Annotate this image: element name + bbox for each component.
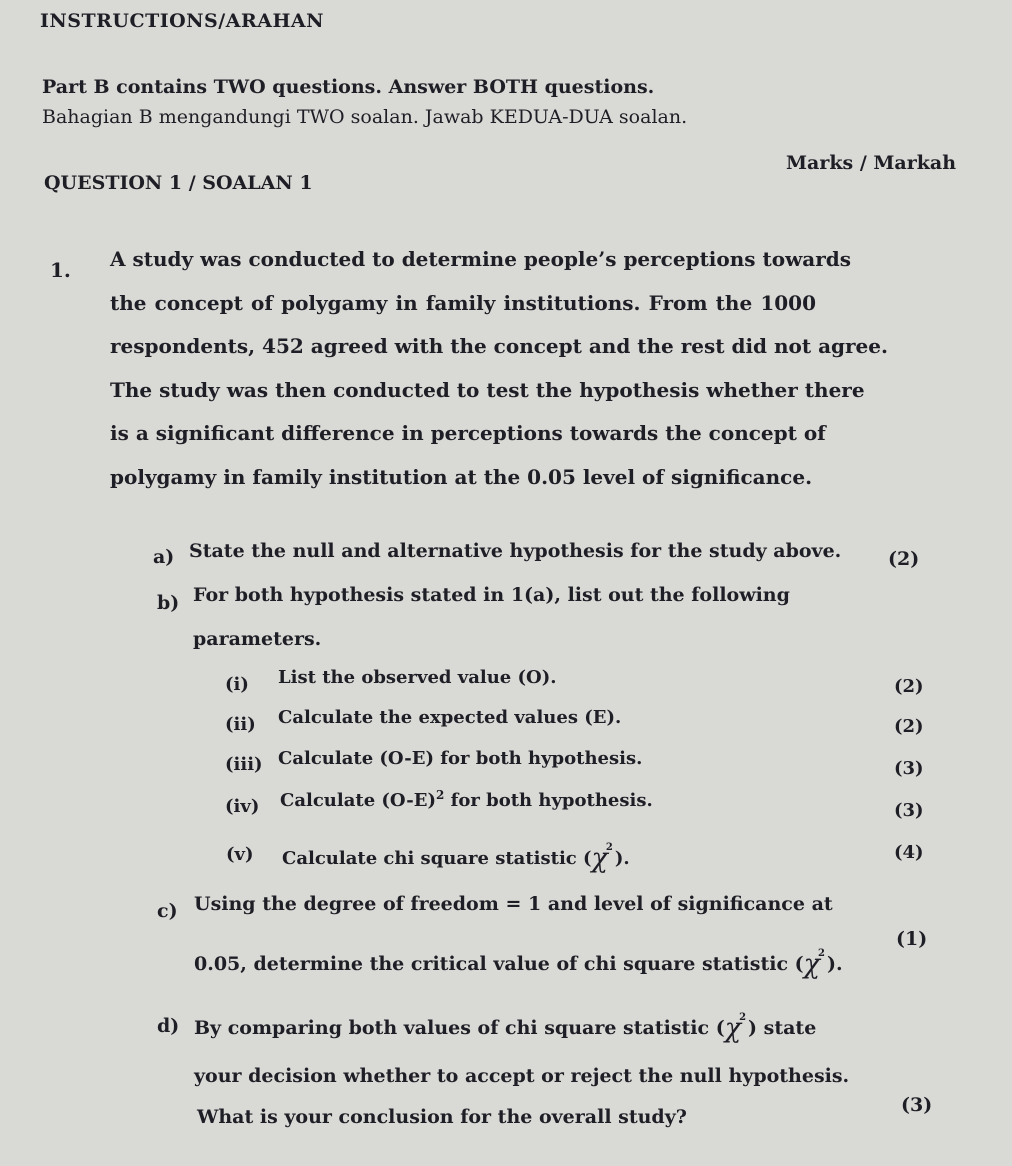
- part-a-marks: (2): [888, 548, 920, 570]
- part-a-text: State the null and alternative hypothesis for the study above.: [189, 540, 842, 562]
- part-d-line2: your decision whether to accept or reject the null hypothesis.: [194, 1065, 850, 1087]
- part-b-instruction-ms: Bahagian B mengandungi TWO soalan. Jawab KEDUA-DUA soalan.: [42, 106, 688, 128]
- paragraph-line: A study was conducted to determine people’s perceptions towards: [110, 247, 852, 271]
- chi-symbol: χ: [803, 949, 820, 980]
- item-text: Calculate $(O-E)^2$ for both hypothesis.: [280, 788, 653, 811]
- item-number: (iv): [225, 796, 260, 817]
- item-marks: (3): [894, 800, 924, 821]
- part-c-line1: Using the degree of freedom = 1 and level of significance at: [194, 893, 833, 915]
- part-b-instruction-en: Part B contains TWO questions. Answer BOTH questions.: [42, 76, 655, 98]
- item-number: (iii): [225, 754, 263, 775]
- item-marks: (2): [894, 716, 924, 737]
- part-b-text-line2: parameters.: [193, 628, 322, 650]
- paragraph-line: the concept of polygamy in family institutions. From the 1000: [110, 290, 816, 315]
- item-marks: (2): [894, 676, 924, 697]
- item-text: List the observed value (O).: [278, 667, 557, 688]
- item-number: (ii): [225, 714, 256, 735]
- part-d-marks: (3): [901, 1094, 933, 1116]
- item-number: (v): [226, 844, 254, 865]
- part-c-label: c): [157, 900, 178, 922]
- paragraph-line: respondents, 452 agreed with the concept and the rest did not agree.: [110, 334, 888, 358]
- paragraph-line: polygamy in family institution at the 0.05 level of significance.: [110, 464, 813, 489]
- part-c-line2: 0.05, determine the critical value of chi square statistic ($\chi^2$ ).: [194, 948, 843, 980]
- part-b-text-line1: For both hypothesis stated in 1(a), list out the following: [193, 584, 790, 606]
- chi-symbol: χ: [591, 843, 608, 874]
- item-text: Calculate the expected values (E).: [278, 707, 622, 728]
- item-marks: (4): [894, 842, 924, 863]
- item-text: Calculate chi square statistic $(\chi^2)$.: [282, 842, 630, 874]
- part-d-line1: By comparing both values of chi square statistic ($\chi^2$ ) state: [194, 1012, 817, 1044]
- part-c-marks: (1): [896, 928, 928, 950]
- item-number: (i): [225, 674, 249, 695]
- item-marks: (3): [894, 758, 924, 779]
- question-number: 1.: [50, 258, 71, 282]
- question-paragraph: [110, 238, 888, 499]
- paragraph-line: is a significant difference in perceptions towards the concept of: [110, 421, 826, 445]
- instructions-heading: INSTRUCTIONS/ARAHAN: [40, 10, 325, 32]
- part-d-label: d): [157, 1015, 180, 1037]
- chi-symbol: χ: [724, 1013, 742, 1044]
- part-d-line3: What is your conclusion for the overall study?: [197, 1106, 687, 1128]
- marks-label: Marks / Markah: [786, 152, 957, 174]
- question-title: QUESTION 1 / SOALAN 1: [44, 172, 313, 194]
- paragraph-line: The study was then conducted to test the hypothesis whether there: [110, 377, 865, 402]
- item-text: Calculate (O-E) for both hypothesis.: [278, 748, 643, 769]
- part-b-label: b): [157, 592, 180, 614]
- part-a-label: a): [153, 546, 175, 568]
